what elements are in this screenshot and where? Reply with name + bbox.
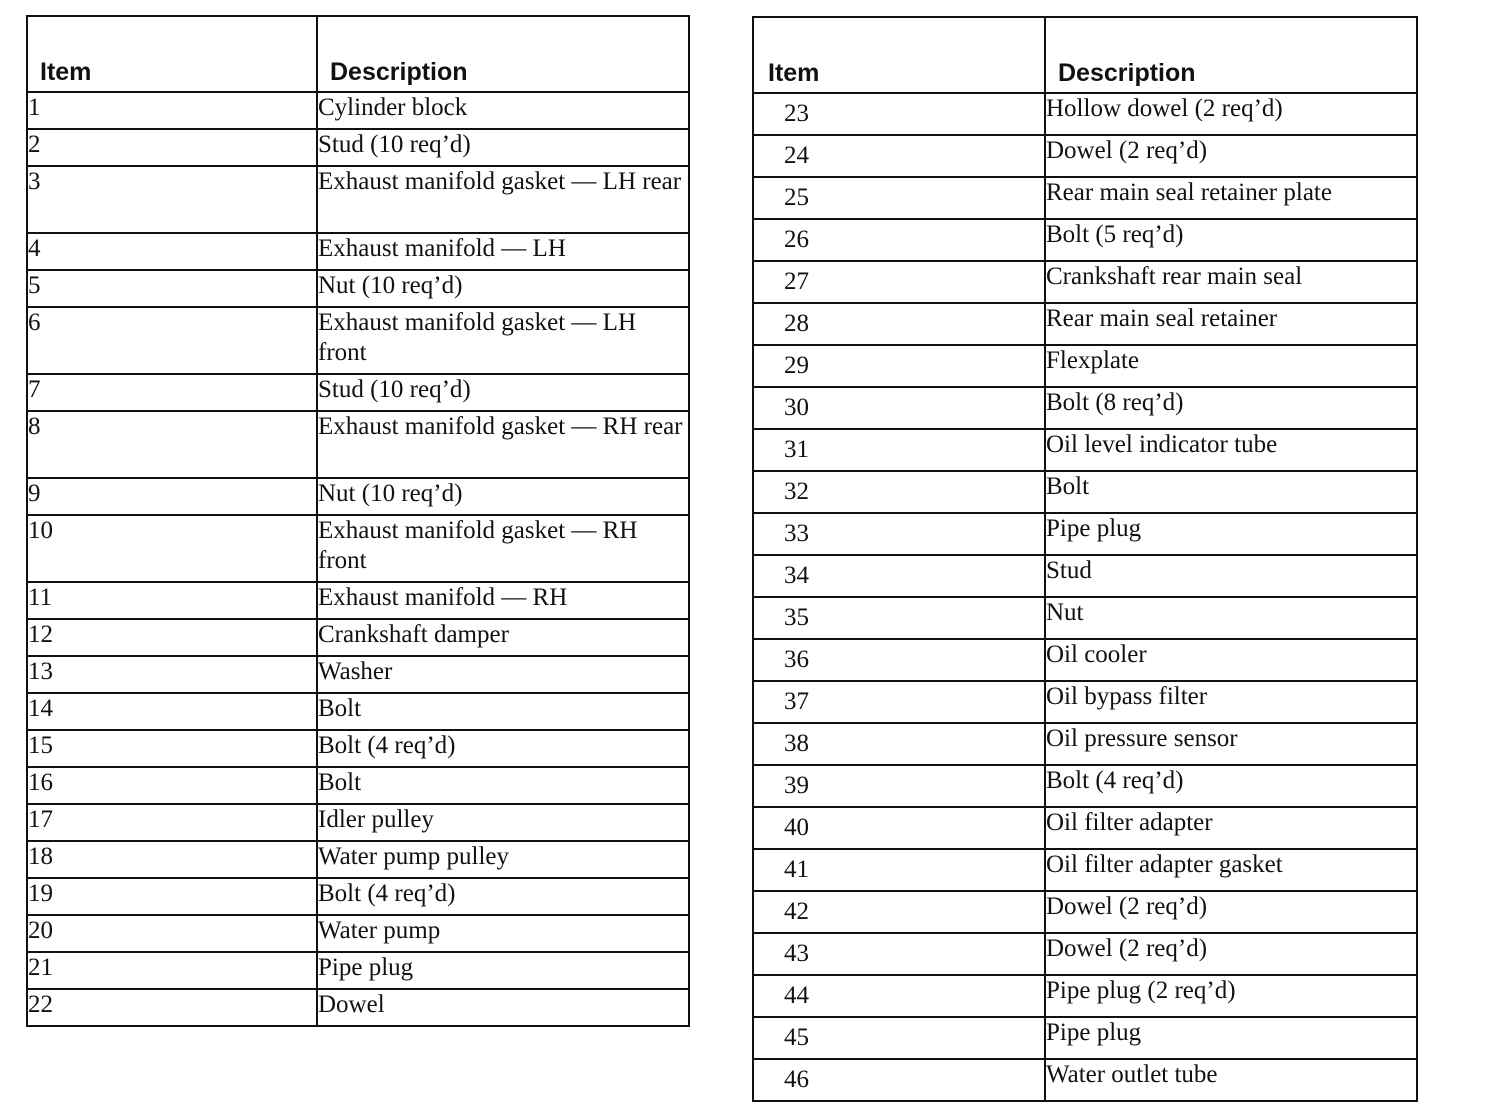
table-row: [753, 681, 1417, 723]
item-description: Bolt: [317, 767, 689, 804]
item-number: 16: [27, 767, 317, 804]
table-row: [753, 807, 1417, 849]
item-number: 41: [753, 849, 1045, 891]
item-number: 1: [27, 92, 317, 129]
table-row: [753, 177, 1417, 219]
item-number: 36: [753, 639, 1045, 681]
table-row: [27, 656, 689, 693]
table-row: [753, 975, 1417, 1017]
item-description: Crankshaft rear main seal: [1045, 261, 1417, 303]
item-number: 30: [753, 387, 1045, 429]
table-row: [27, 767, 689, 804]
item-number: 20: [27, 915, 317, 952]
item-description: Oil filter adapter: [1045, 807, 1417, 849]
item-number: 35: [753, 597, 1045, 639]
description-column-header: Description: [1045, 17, 1417, 93]
item-number: 4: [27, 233, 317, 270]
table-row: [27, 478, 689, 515]
table-row: [753, 135, 1417, 177]
table-row: [753, 471, 1417, 513]
item-description: Oil pressure sensor: [1045, 723, 1417, 765]
item-number: 29: [753, 345, 1045, 387]
item-number: 14: [27, 693, 317, 730]
table-row: [753, 345, 1417, 387]
item-description: Exhaust manifold gasket — LH front: [317, 307, 689, 374]
table-row: [27, 411, 689, 478]
item-description: Oil cooler: [1045, 639, 1417, 681]
item-description: Washer: [317, 656, 689, 693]
item-description: Nut (10 req’d): [317, 270, 689, 307]
item-description: Flexplate: [1045, 345, 1417, 387]
item-number: 19: [27, 878, 317, 915]
item-number: 26: [753, 219, 1045, 261]
item-number: 11: [27, 582, 317, 619]
table-row: [753, 933, 1417, 975]
item-number: 6: [27, 307, 317, 374]
item-number: 38: [753, 723, 1045, 765]
item-number: 21: [27, 952, 317, 989]
item-description: Dowel: [317, 989, 689, 1026]
table-row: [753, 1017, 1417, 1059]
parts-table-left-body: [27, 92, 689, 1026]
table-header-row: [27, 16, 689, 92]
item-number: 39: [753, 765, 1045, 807]
item-number: 33: [753, 513, 1045, 555]
item-number: 15: [27, 730, 317, 767]
item-description: Nut (10 req’d): [317, 478, 689, 515]
table-row: [753, 261, 1417, 303]
item-description: Dowel (2 req’d): [1045, 933, 1417, 975]
item-description: Dowel (2 req’d): [1045, 135, 1417, 177]
item-description: Exhaust manifold gasket — LH rear: [317, 166, 689, 233]
item-description: Bolt (4 req’d): [317, 878, 689, 915]
item-number: 28: [753, 303, 1045, 345]
item-description: Idler pulley: [317, 804, 689, 841]
item-number: 42: [753, 891, 1045, 933]
table-row: [27, 804, 689, 841]
item-number: 17: [27, 804, 317, 841]
table-row: [27, 233, 689, 270]
item-number: 40: [753, 807, 1045, 849]
item-description: Crankshaft damper: [317, 619, 689, 656]
item-description: Bolt: [1045, 471, 1417, 513]
item-description: Water pump pulley: [317, 841, 689, 878]
item-number: 37: [753, 681, 1045, 723]
table-row: [27, 989, 689, 1026]
item-column-header: Item: [753, 17, 1045, 93]
item-number: 46: [753, 1059, 1045, 1101]
table-row: [27, 270, 689, 307]
table-row: [27, 878, 689, 915]
table-row: [753, 429, 1417, 471]
table-row: [753, 219, 1417, 261]
item-description: Oil level indicator tube: [1045, 429, 1417, 471]
table-row: [753, 765, 1417, 807]
item-number: 44: [753, 975, 1045, 1017]
table-row: [27, 693, 689, 730]
table-row: [27, 129, 689, 166]
parts-table-right: [752, 16, 1418, 1102]
item-description: Bolt (4 req’d): [317, 730, 689, 767]
item-description: Pipe plug (2 req’d): [1045, 975, 1417, 1017]
item-number: 25: [753, 177, 1045, 219]
item-description: Nut: [1045, 597, 1417, 639]
table-row: [27, 515, 689, 582]
item-number: 7: [27, 374, 317, 411]
item-description: Oil filter adapter gasket: [1045, 849, 1417, 891]
table-row: [753, 597, 1417, 639]
item-description: Bolt (5 req’d): [1045, 219, 1417, 261]
item-description: Pipe plug: [1045, 513, 1417, 555]
item-description: Rear main seal retainer plate: [1045, 177, 1417, 219]
table-row: [27, 915, 689, 952]
item-number: 18: [27, 841, 317, 878]
item-description: Exhaust manifold — RH: [317, 582, 689, 619]
table-row: [27, 952, 689, 989]
table-row: [27, 166, 689, 233]
item-description: Stud (10 req’d): [317, 374, 689, 411]
item-number: 43: [753, 933, 1045, 975]
table-row: [753, 555, 1417, 597]
table-row: [753, 849, 1417, 891]
item-description: Exhaust manifold — LH: [317, 233, 689, 270]
table-row: [27, 307, 689, 374]
item-number: 22: [27, 989, 317, 1026]
table-row: [753, 303, 1417, 345]
item-description: Water outlet tube: [1045, 1059, 1417, 1101]
item-number: 27: [753, 261, 1045, 303]
item-description: Cylinder block: [317, 92, 689, 129]
item-number: 24: [753, 135, 1045, 177]
table-row: [27, 582, 689, 619]
item-description: Bolt (4 req’d): [1045, 765, 1417, 807]
item-description: Exhaust manifold gasket — RH rear: [317, 411, 689, 478]
table-row: [753, 93, 1417, 135]
table-row: [753, 387, 1417, 429]
table-row: [27, 374, 689, 411]
table-row: [753, 1059, 1417, 1101]
item-description: Bolt (8 req’d): [1045, 387, 1417, 429]
item-number: 2: [27, 129, 317, 166]
table-row: [27, 92, 689, 129]
item-description: Pipe plug: [1045, 1017, 1417, 1059]
table-row: [27, 841, 689, 878]
item-number: 13: [27, 656, 317, 693]
item-description: Hollow dowel (2 req’d): [1045, 93, 1417, 135]
item-number: 8: [27, 411, 317, 478]
item-description: Bolt: [317, 693, 689, 730]
item-number: 10: [27, 515, 317, 582]
item-description: Water pump: [317, 915, 689, 952]
item-description: Exhaust manifold gasket — RH front: [317, 515, 689, 582]
table-row: [753, 723, 1417, 765]
item-number: 3: [27, 166, 317, 233]
table-row: [753, 513, 1417, 555]
item-description: Rear main seal retainer: [1045, 303, 1417, 345]
item-description: Stud (10 req’d): [317, 129, 689, 166]
item-number: 5: [27, 270, 317, 307]
table-row: [753, 639, 1417, 681]
parts-table-right-body: [753, 93, 1417, 1101]
parts-table-left: [26, 15, 690, 1027]
table-row: [753, 891, 1417, 933]
item-description: Stud: [1045, 555, 1417, 597]
item-column-header: Item: [27, 16, 317, 92]
item-number: 9: [27, 478, 317, 515]
table-row: [27, 619, 689, 656]
table-header-row: [753, 17, 1417, 93]
item-number: 45: [753, 1017, 1045, 1059]
item-number: 31: [753, 429, 1045, 471]
item-number: 32: [753, 471, 1045, 513]
item-description: Oil bypass filter: [1045, 681, 1417, 723]
item-description: Pipe plug: [317, 952, 689, 989]
item-number: 34: [753, 555, 1045, 597]
item-number: 23: [753, 93, 1045, 135]
item-description: Dowel (2 req’d): [1045, 891, 1417, 933]
item-number: 12: [27, 619, 317, 656]
description-column-header: Description: [317, 16, 689, 92]
table-row: [27, 730, 689, 767]
